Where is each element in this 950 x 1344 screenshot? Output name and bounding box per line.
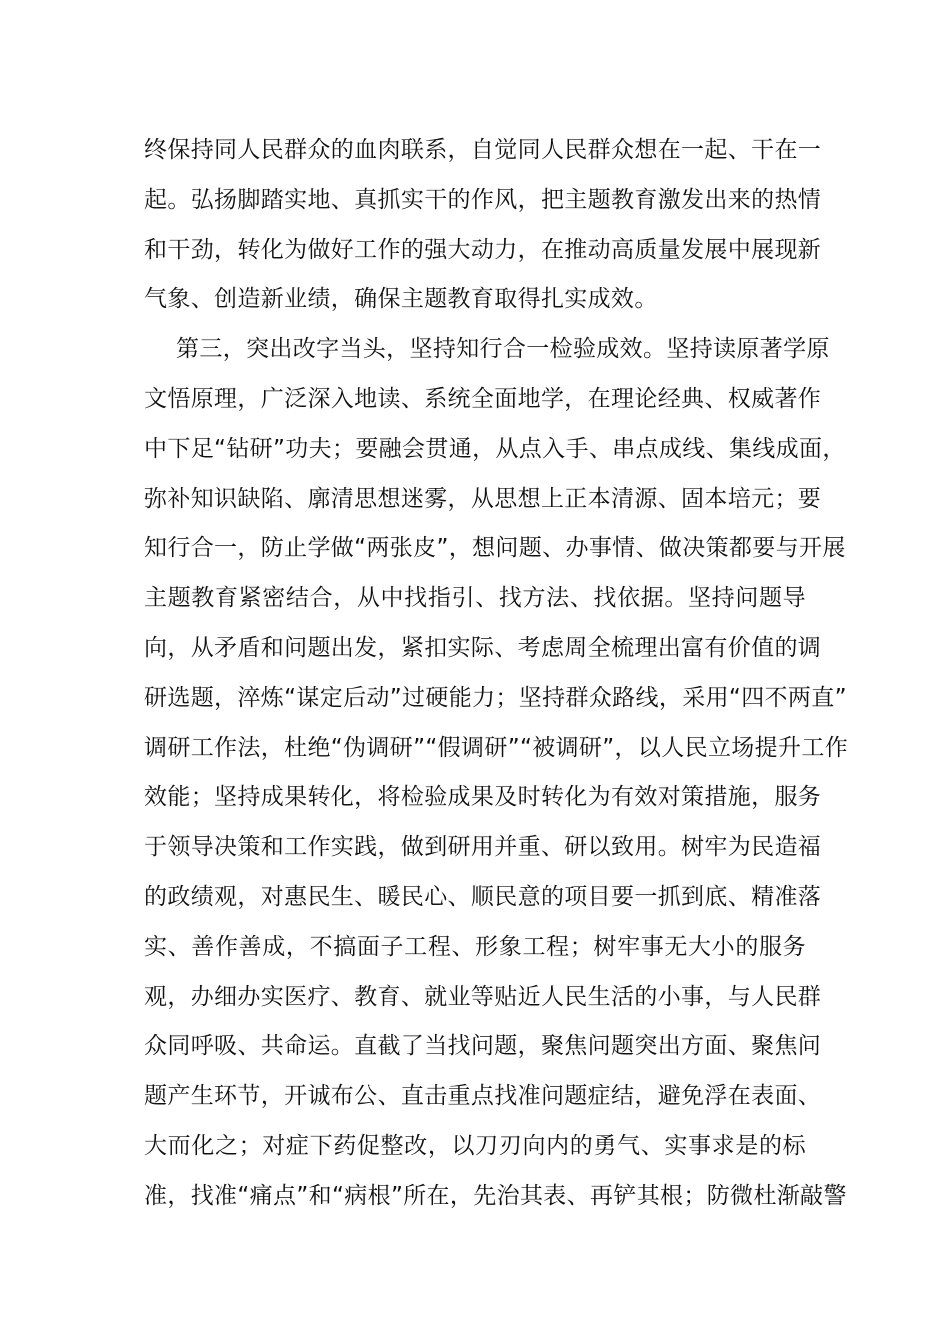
text-line: 实、善作善成，不搞面子工程、形象工程；树牢事无大小的服务 — [144, 933, 806, 960]
text-line: 起。弘扬脚踏实地、真抓实干的作风，把主题教育激发出来的热情 — [144, 186, 822, 213]
text-line: 准，找准“痛点”和“病根”所在，先治其表、再铲其根；防微杜渐敲警 — [144, 1182, 847, 1209]
text-line: 知行合一，防止学做“两张皮”，想问题、办事情、做决策都要与开展 — [144, 535, 846, 562]
text-line: 调研工作法，杜绝“伪调研”“假调研”“被调研”，以人民立场提升工作 — [144, 734, 849, 761]
text-line: 观，办细办实医疗、教育、就业等贴近人民生活的小事，与人民群 — [144, 983, 822, 1010]
text-line: 题产生环节，开诚布公、直击重点找准问题症结，避免浮在表面、 — [144, 1083, 822, 1110]
text-line: 和干劲，转化为做好工作的强大动力，在推动高质量发展中展现新 — [144, 236, 822, 263]
text-line: 弥补知识缺陷、廓清思想迷雾，从思想上正本清源、固本培元；要 — [144, 485, 822, 512]
text-line: 中下足“钻研”功夫；要融会贯通，从点入手、串点成线、集线成面， — [144, 435, 846, 462]
text-line: 气象、创造新业绩，确保主题教育取得扎实成效。 — [144, 286, 658, 313]
paragraph-first-line: 第三，突出改字当头，坚持知行合一检验成效。坚持读原著学原 — [176, 336, 830, 363]
body-text — [144, 126, 849, 1222]
text-line: 大而化之；对症下药促整改，以刀刃向内的勇气、实事求是的标 — [144, 1132, 806, 1159]
text-line: 向，从矛盾和问题出发，紧扣实际、考虑周全梳理出富有价值的调 — [144, 634, 822, 661]
text-line: 文悟原理，广泛深入地读、系统全面地学，在理论经典、权威著作 — [144, 385, 822, 412]
text-line: 的政绩观，对惠民生、暖民心、顺民意的项目要一抓到底、精准落 — [144, 883, 822, 910]
text-line: 研选题，淬炼“谋定后动”过硬能力；坚持群众路线，采用“四不两直” — [144, 684, 847, 711]
text-line: 终保持同人民群众的血肉联系，自觉同人民群众想在一起、干在一 — [144, 137, 822, 163]
text-line: 众同呼吸、共命运。直截了当找问题，聚焦问题突出方面、聚焦问 — [144, 1033, 822, 1060]
text-line: 于领导决策和工作实践，做到研用并重、研以致用。树牢为民造福 — [144, 834, 822, 861]
text-line: 效能；坚持成果转化，将检验成果及时转化为有效对策措施，服务 — [144, 784, 822, 811]
text-line: 主题教育紧密结合，从中找指引、找方法、找依据。坚持问题导 — [144, 585, 806, 612]
